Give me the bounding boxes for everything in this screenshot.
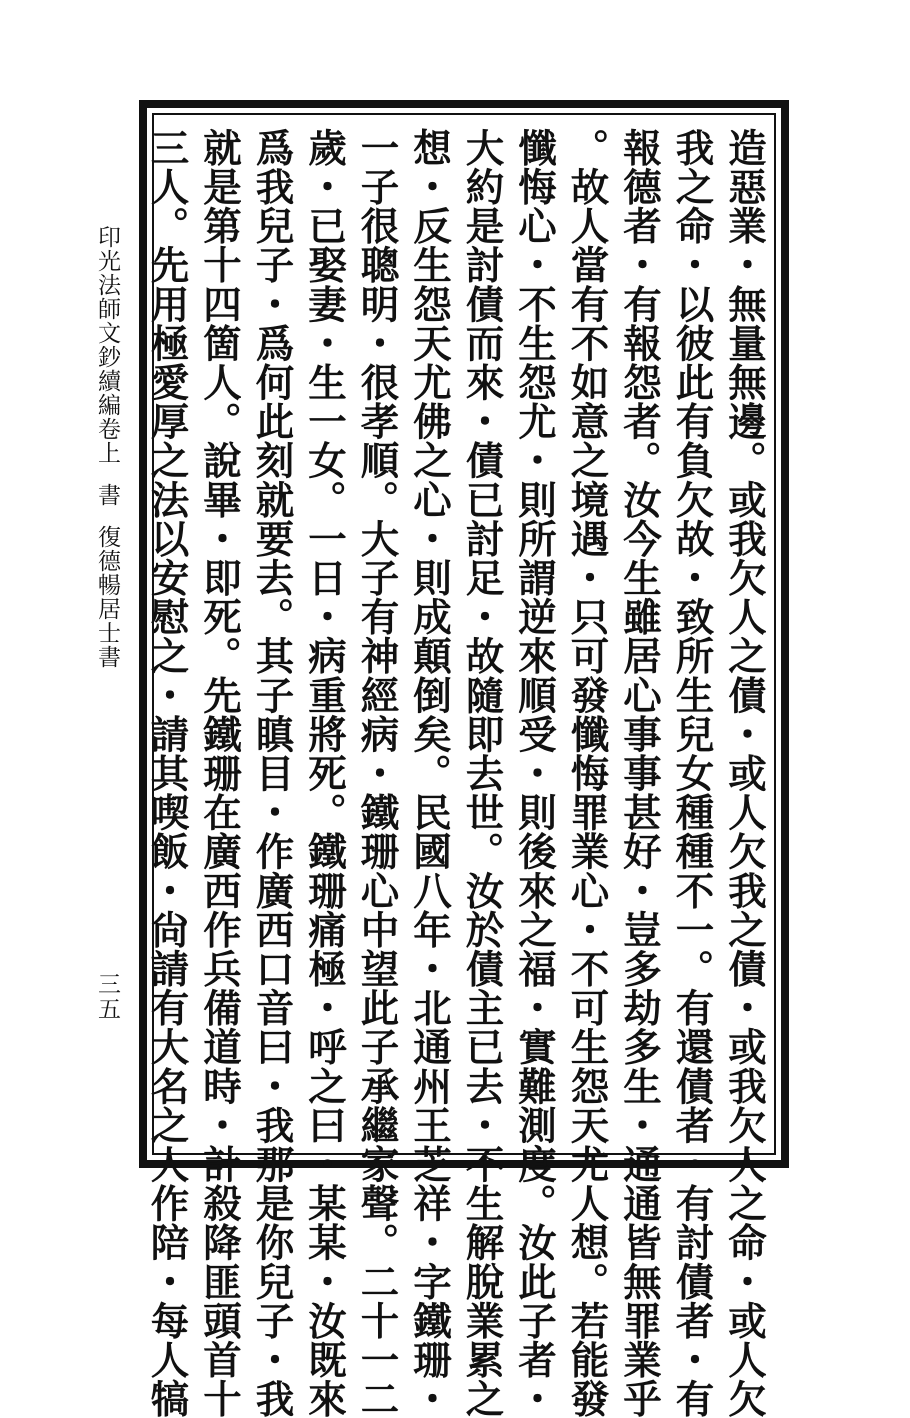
text-line: 造惡業・無量無邊。或我欠人之債・或人欠我之債・或我欠人之命・或人欠 xyxy=(722,128,767,1418)
running-header xyxy=(92,225,122,685)
text-line: 爲我兒子・爲何此刻就要去。其子瞋目・作廣西口音曰・我那是你兒子・我 xyxy=(249,128,295,1418)
text-line: 。故人當有不如意之境遇・只可發懺悔罪業心・不可生怨天尤人想。若能發 xyxy=(564,128,610,1418)
text-line: 懺悔心・不生怨尤・則所謂逆來順受・則後來之福・實難測度。汝此子者・ xyxy=(512,128,557,1418)
text-line: 報德者・有報怨者。汝今生雖居心事事甚好・豈多劫多生・通通皆無罪業乎 xyxy=(617,128,662,1418)
body-text xyxy=(144,128,770,1418)
book-title: 印光法師文鈔續編卷上 xyxy=(94,225,120,465)
text-line: 想・反生怨天尤佛之心・則成顛倒矣。民國八年・北通州王芝祥・字鐵珊・ xyxy=(407,128,452,1418)
text-line: 我之命・以彼此有負欠故・致所生兒女種種不一。有還債者・有討債者・有 xyxy=(669,128,715,1418)
text-line: 歲・已娶妻・生一女。一日・病重將死。鐵珊痛極・呼之曰・某某・汝既來 xyxy=(302,128,347,1418)
letter-title: 復德暢居士書 xyxy=(94,525,120,669)
text-line: 三人。先用極愛厚之法以安慰之・請其喫飯・尙請有大名之人作陪・每人犒 xyxy=(144,128,190,1418)
text-line: 大約是討債而來・債已討足・故隨即去世。汝於債主已去・不生解脫業累之 xyxy=(459,128,505,1418)
section-label: 書 xyxy=(94,483,120,507)
text-line: 一子很聰明・很孝順。大子有神經病・鐵珊心中望此子承繼家聲。二十一二 xyxy=(354,128,400,1418)
page-number: 三五 xyxy=(94,972,120,1022)
text-line: 就是第十四箇人。說畢・即死。先鐵珊在廣西作兵備道時・計殺降匪頭首十 xyxy=(197,128,242,1418)
